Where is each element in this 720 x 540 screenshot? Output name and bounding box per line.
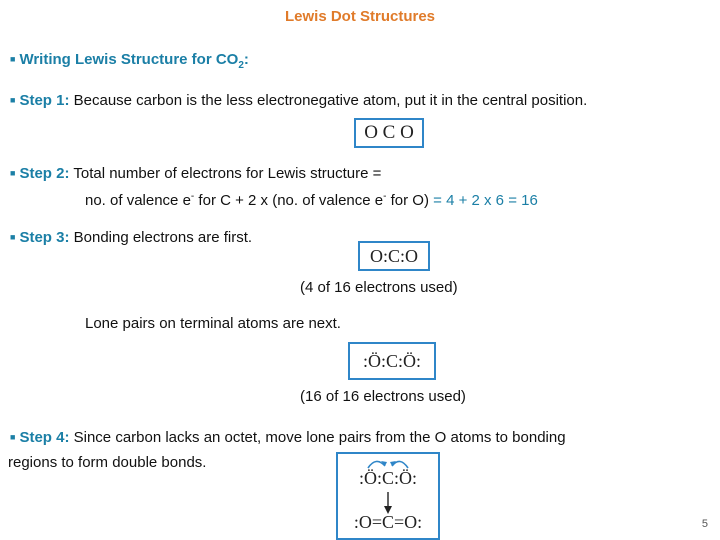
step2-text: Total number of electrons for Lewis structure =	[73, 165, 382, 182]
page-title: Lewis Dot Structures	[284, 8, 436, 25]
heading-colon: :	[243, 51, 249, 68]
step1-line	[10, 91, 587, 112]
step2-line	[10, 164, 381, 185]
heading-subscript: 2	[238, 60, 244, 71]
formula-box-bonding	[358, 241, 430, 271]
eq-sup-1: -	[190, 191, 195, 202]
heading-text: Writing Lewis Structure for CO	[19, 51, 239, 68]
electrons-used-1: (4 of 16 electrons used)	[300, 279, 458, 296]
electrons-used-2: (16 of 16 electrons used)	[300, 388, 466, 405]
step4-text-b: regions to form double bonds.	[8, 454, 207, 471]
section-heading	[10, 50, 249, 76]
eq-sup-2: -	[383, 191, 387, 202]
step4-line	[10, 428, 566, 449]
step4-text-a: Since carbon lacks an octet, move lone pairs from the O atoms to bonding	[73, 429, 566, 446]
eq-part-c: for O)	[386, 192, 434, 209]
formula-oco: O C O	[364, 122, 414, 143]
step4-label: Step 4:	[19, 429, 70, 446]
eq-result: = 4 + 2 x 6 = 16	[433, 192, 538, 209]
formula-before-shift: :Ö:C:Ö:	[358, 468, 417, 488]
formula-box-lone-pairs	[348, 342, 436, 380]
step2-label: Step 2:	[19, 165, 70, 182]
step1-text: Because carbon is the less electronegative atom, put it in the central position.	[73, 92, 588, 109]
bullet-icon: ■	[10, 432, 16, 442]
formula-box-double-bond	[336, 452, 440, 540]
bullet-icon: ■	[10, 95, 16, 105]
formula-lone-pairs: :Ö:C:Ö:	[362, 351, 421, 371]
lone-pairs-text: Lone pairs on terminal atoms are next.	[85, 315, 341, 332]
eq-part-b: for C + 2 x (no. of valence e	[194, 192, 384, 209]
formula-double-bonds: :O=C=O:	[353, 512, 423, 532]
bullet-icon: ■	[10, 232, 16, 242]
step3-label: Step 3:	[19, 229, 70, 246]
step1-label: Step 1:	[19, 92, 70, 109]
step3-line	[10, 228, 252, 249]
step3-text: Bonding electrons are first.	[73, 229, 253, 246]
formula-box-oco	[354, 118, 424, 148]
bullet-icon: ■	[10, 168, 16, 178]
eq-part-a: no. of valence e	[85, 192, 191, 209]
bullet-icon: ■	[10, 54, 16, 64]
step2-equation	[85, 187, 538, 211]
formula-bonding: O:C:O	[369, 246, 418, 266]
page-number: 5	[701, 518, 708, 530]
